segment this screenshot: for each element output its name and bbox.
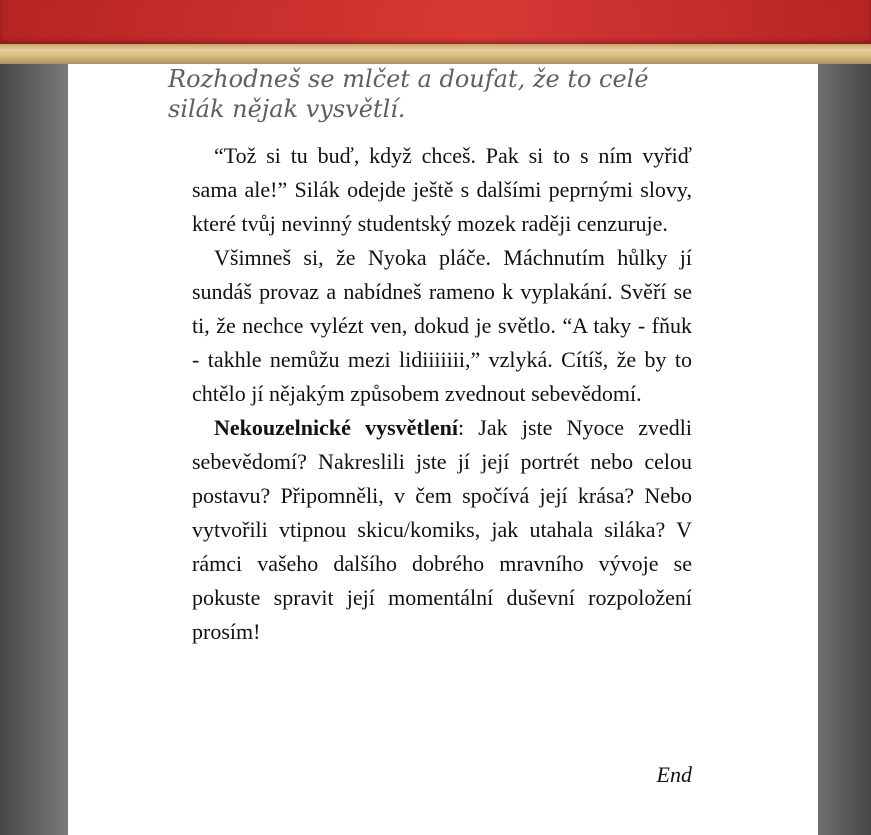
paragraph-2: Všimneš si, že Nyoka pláče. Máchnutím hůlky jí sundáš provaz a nabídneš rameno k vyplakání. Svěří se ti, že nechce vylézt ven, dokud je světlo. “A taky - fňuk - takhle nemůžu mezi lidiiiiiii,” vzlyká. Cítíš, že by to chtělo jí nějakým způsobem zvednout sebevědomí. bbox=[192, 245, 692, 406]
note-paragraph bbox=[192, 411, 692, 649]
story-text bbox=[192, 139, 692, 649]
page-title: Rozhodneš se mlčet a doufat, že to celé silák nějak vysvětlí. bbox=[168, 65, 649, 123]
story-page bbox=[68, 64, 818, 835]
header-bar bbox=[0, 0, 871, 44]
wooden-shelf bbox=[0, 44, 871, 64]
note-label: Nekouzelnické vysvětlení bbox=[214, 415, 458, 440]
end-label: End bbox=[656, 762, 692, 787]
paragraph-1: “Tož si tu buď, když chceš. Pak si to s ním vyřiď sama ale!” Silák odejde ještě s dalšími peprnými slovy, které tvůj nevinný studentský mozek raději cenzuruje. bbox=[192, 143, 692, 236]
note-text: : Jak jste Nyoce zvedli sebevědomí? Nakreslili jste jí její portrét nebo celou postavu? Připomněli, v čem spočívá její krása? Nebo vytvořili vtipnou skicu/komiks, jak utahala siláka? V rámci vašeho dalšího dobrého mravního vývoje se pokuste spravit její momentální duševní rozpoložení prosím! bbox=[192, 415, 692, 644]
